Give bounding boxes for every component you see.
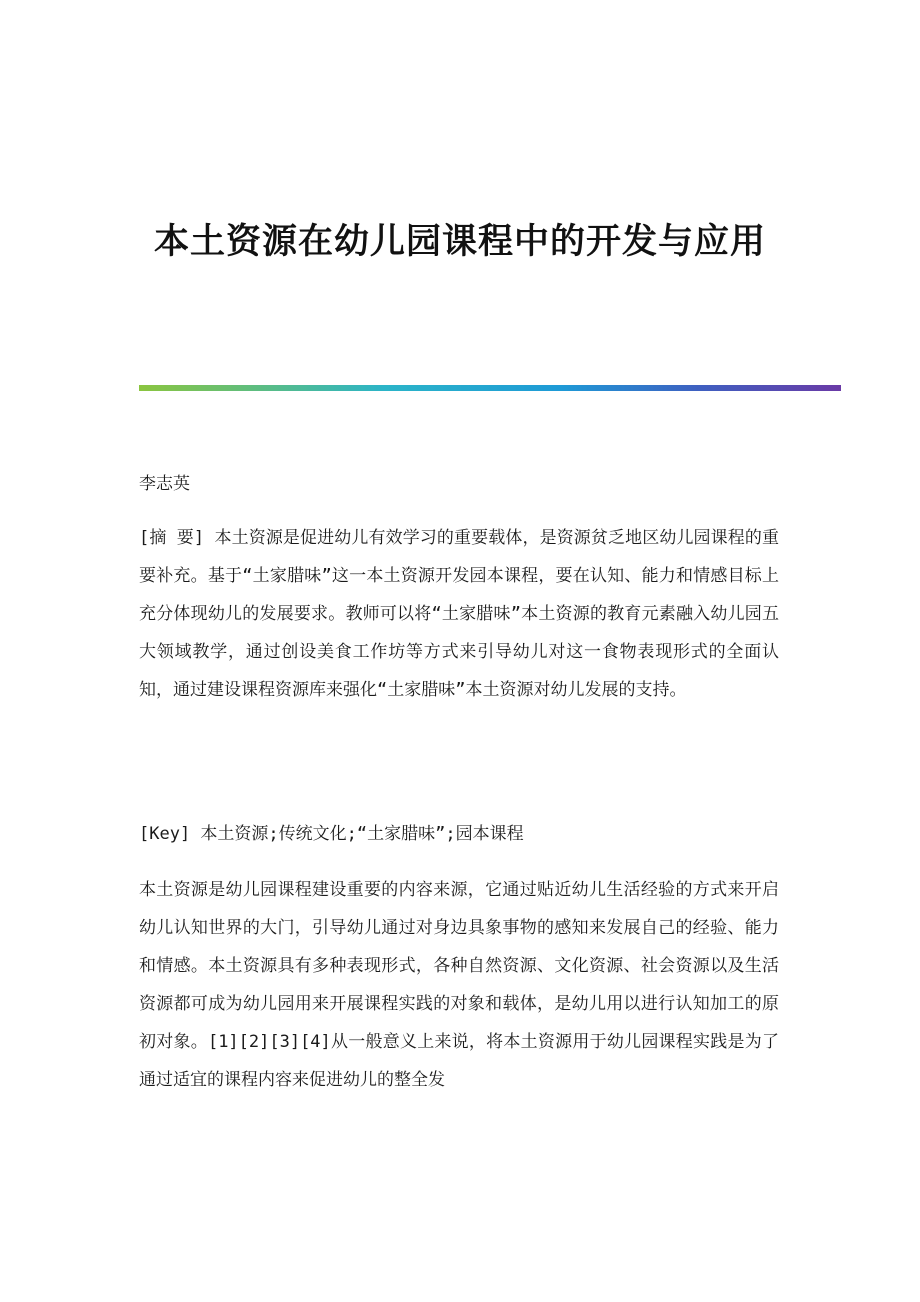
keywords-line: [Key] 本土资源;传统文化;“土家腊味”;园本课程 [139, 824, 524, 844]
title-divider [139, 385, 841, 391]
author-name: 李志英 [139, 474, 190, 494]
body-paragraph: 本土资源是幼儿园课程建设重要的内容来源，它通过贴近幼儿生活经验的方式来开启幼儿认知世界的大门，引导幼儿通过对身边具象事物的感知来发展自己的经验、能力和情感。本土资源具有多种表现形式，各种自然资源、文化资源、社会资源以及生活资源都可成为幼儿园用来开展课程实践的对象和载体，是幼儿用以进行认知加工的原初对象。[1][2][3][4]从一般意义上来说，将本土资源用于幼儿园课程实践是为了通过适宜的课程内容来促进幼儿的整全发 [139, 880, 779, 1090]
abstract-paragraph: [摘 要] 本土资源是促进幼儿有效学习的重要载体，是资源贫乏地区幼儿园课程的重要补充。基于“土家腊味”这一本土资源开发园本课程，要在认知、能力和情感目标上充分体现幼儿的发展要求。教师可以将“土家腊味”本土资源的教育元素融入幼儿园五大领域教学，通过创设美食工作坊等方式来引导幼儿对这一食物表现形式的全面认知，通过建设课程资源库来强化“土家腊味”本土资源对幼儿发展的支持。 [139, 528, 779, 700]
document-title: 本土资源在幼儿园课程中的开发与应用 [153, 221, 766, 262]
